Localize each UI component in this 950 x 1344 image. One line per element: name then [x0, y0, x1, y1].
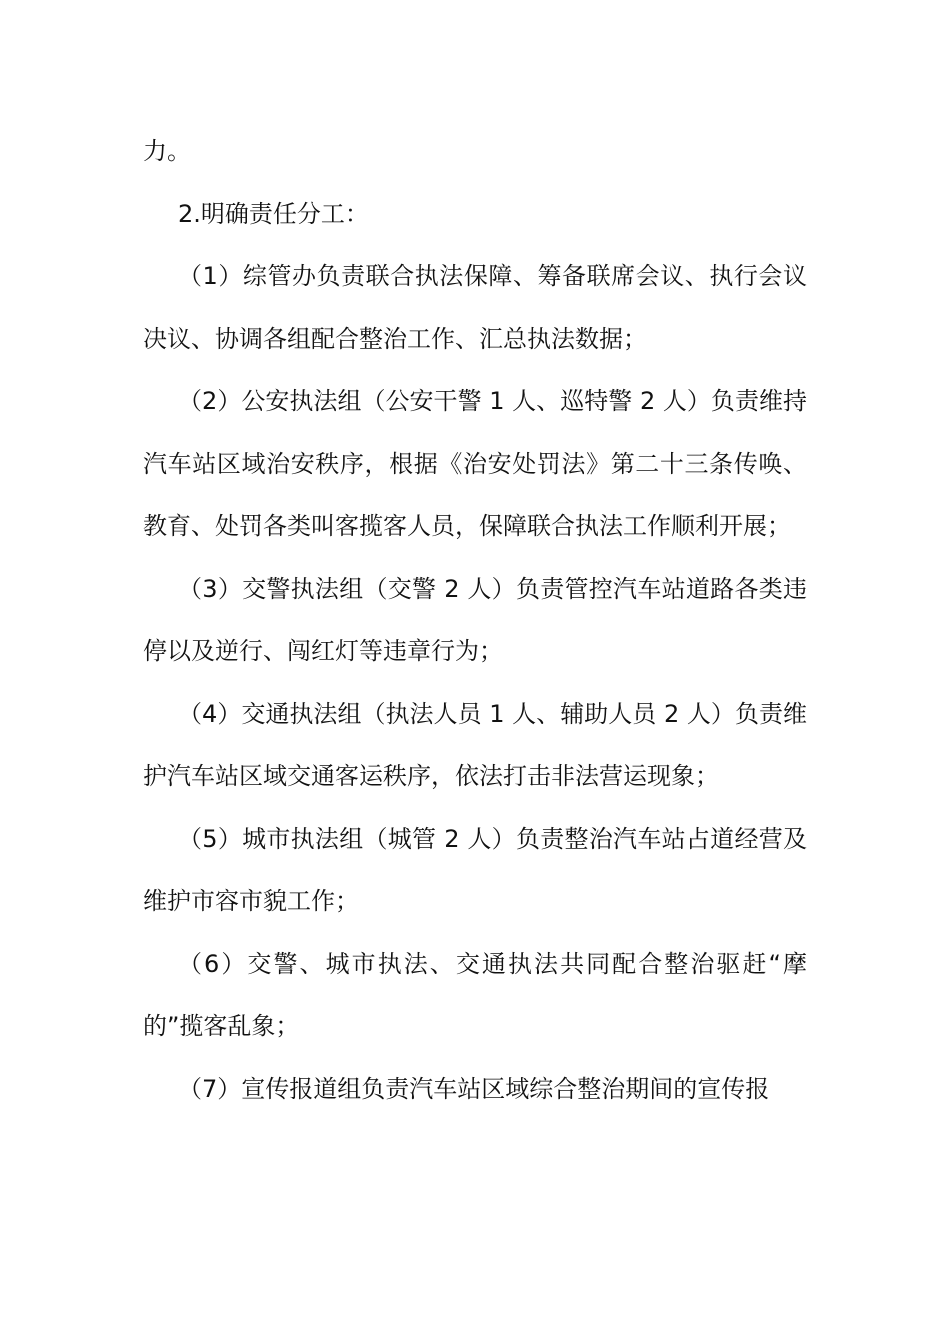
document-body — [143, 120, 807, 1120]
paragraph-responsibility-heading: 2.明确责任分工： — [178, 199, 369, 228]
paragraph-item-5: （5）城市执法组（城管 2 人）负责整治汽车站占道经营及维护市容市貌工作； — [143, 824, 807, 915]
paragraph-item-7: （7）宣传报道组负责汽车站区域综合整治期间的宣传报 — [178, 1074, 770, 1103]
paragraph-item-4: （4）交通执法组（执法人员 1 人、辅助人员 2 人）负责维护汽车站区域交通客运秩序，依法打击非法营运现象； — [143, 699, 807, 790]
paragraph-item-3: （3）交警执法组（交警 2 人）负责管控汽车站道路各类违停以及逆行、闯红灯等违章行为； — [143, 574, 807, 665]
paragraph-continuation: 力。 — [143, 137, 191, 165]
paragraph-item-6: （6）交警、城市执法、交通执法共同配合整治驱赶“摩的”揽客乱象； — [143, 949, 807, 1040]
paragraph-item-2: （2）公安执法组（公安干警 1 人、巡特警 2 人）负责维持汽车站区域治安秩序，根据《治安处罚法》第二十三条传唤、教育、处罚各类叫客揽客人员，保障联合执法工作顺利开展； — [143, 387, 807, 540]
paragraph-item-1: （1）综管办负责联合执法保障、筹备联席会议、执行会议决议、协调各组配合整治工作、汇总执法数据； — [143, 262, 807, 353]
